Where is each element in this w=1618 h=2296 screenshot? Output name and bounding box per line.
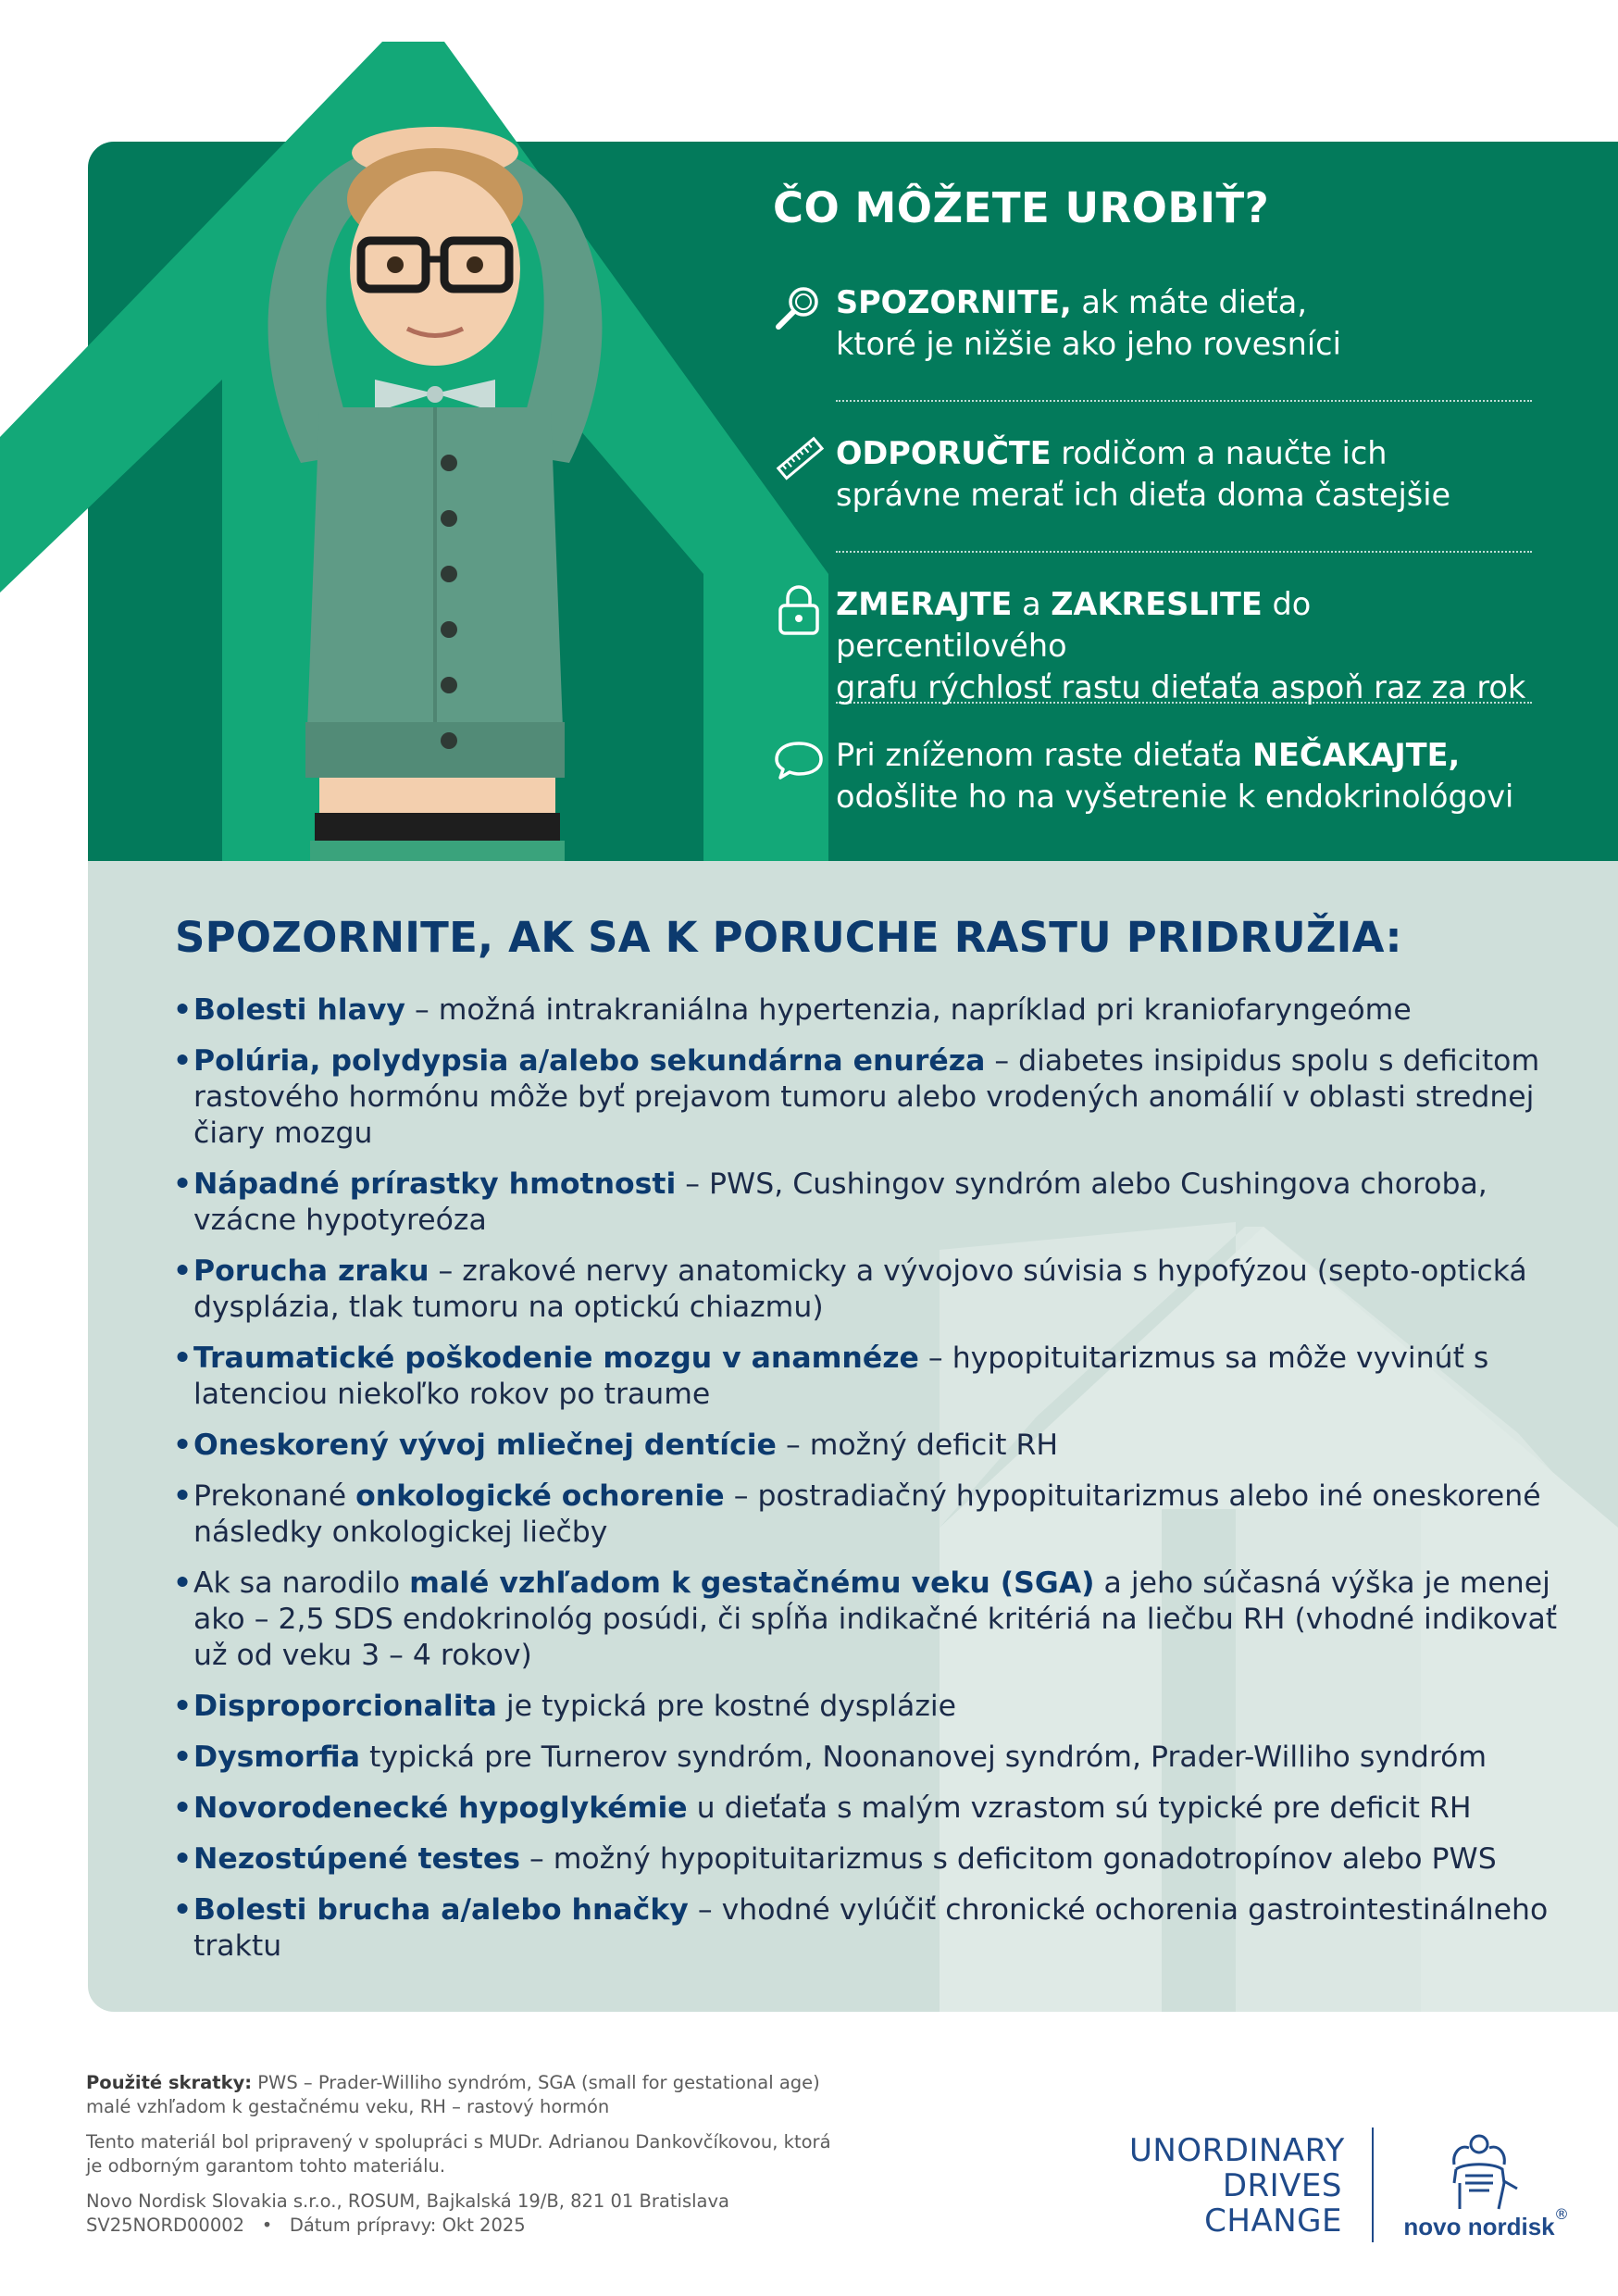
action-text (836, 281, 1539, 365)
action-span: odošlite ho na vyšetrenie k endokrinológovi (836, 779, 1514, 815)
list-item (193, 1892, 1582, 1965)
item-bold: Disproporcionalita (193, 1690, 497, 1723)
abbr-label: Použité skratky: (86, 2072, 253, 2093)
action-bold: SPOZORNITE, (836, 284, 1072, 320)
list-item (193, 992, 1582, 1029)
item-rest: – diabetes insipidus spolu s deficitom rastového hormónu môže byť prejavom tumoru alebo vrodených anomálií v oblasti strednej čiary mozgu (193, 1044, 1540, 1150)
preparation-date: Dátum prípravy: Okt 2025 (289, 2215, 526, 2236)
item-rest: u dieťaťa s malým vzrastom sú typické pre deficit RH (687, 1791, 1472, 1825)
registered-mark: ® (1554, 2205, 1569, 2223)
item-bold: onkologické ochorenie (355, 1479, 725, 1513)
action-text (836, 432, 1539, 516)
abbreviations-note (86, 2071, 845, 2119)
footer-notes (86, 2071, 845, 2238)
item-bold: Bolesti hlavy (193, 993, 405, 1027)
item-bold: Polúria, polydypsia a/alebo sekundárna enuréza (193, 1044, 986, 1078)
action-span: správne merať ich dieťa doma častejšie (836, 477, 1451, 513)
item-rest: a jeho súčasná výška je menej ako – 2,5 SDS endokrinológ posúdi, či spĺňa indikačné kritériá na liečbu RH (vhodné indikovať už od veku 3 – 4 rokov) (193, 1566, 1558, 1672)
material-code: SV25NORD00002 (86, 2215, 245, 2236)
list-item (193, 1428, 1582, 1464)
item-bold: Nezostúpené testes (193, 1842, 520, 1876)
apis-bull-icon (1400, 2128, 1558, 2215)
action-span: rodičom a naučte ich (1051, 435, 1388, 471)
item-rest: typická pre Turnerov syndróm, Noonanovej syndróm, Prader-Williho syndróm (360, 1741, 1487, 1774)
list-item (193, 1791, 1582, 1827)
action-span: Pri zníženom raste dieťaťa (836, 737, 1252, 773)
dotted-separator (836, 702, 1532, 704)
item-rest: – možný hypopituitarizmus s deficitom gonadotropínov alebo PWS (519, 1842, 1497, 1876)
action-bold: NEČAKAJTE, (1251, 737, 1461, 773)
item-rest: – postradiačný hypopituitarizmus alebo iné oneskorené následky onkologickej liečby (193, 1479, 1541, 1549)
action-text (836, 583, 1539, 708)
item-bold: Dysmorfia (193, 1741, 361, 1774)
action-bold: ZAKRESLITE (1051, 586, 1263, 622)
magnifier-icon (773, 281, 825, 333)
action-span: ak máte dieťa, (1071, 284, 1307, 320)
item-bold: Bolesti brucha a/alebo hnačky (193, 1893, 689, 1927)
list-item (193, 1740, 1582, 1776)
action-span: grafu rýchlosť rastu dieťaťa aspoň raz za rok (836, 669, 1526, 705)
action-text (836, 734, 1539, 817)
brand-tagline (1129, 2132, 1345, 2240)
tagline-line: CHANGE (1204, 2202, 1342, 2240)
item-rest: je typická pre kostné dysplázie (496, 1690, 956, 1723)
item-bold: Novorodenecké hypoglykémie (193, 1791, 688, 1825)
item-bold: Oneskorený vývoj mliečnej dentície (193, 1429, 777, 1462)
separator-bullet: • (261, 2215, 273, 2236)
dotted-separator (836, 551, 1532, 553)
abbr-text: PWS – Prader-Williho syndróm, SGA (small for gestational age) malé vzhľadom k gestačnému veku, RH – rastový hormón (86, 2072, 820, 2117)
item-bold: malé vzhľadom k gestačnému veku (SGA) (409, 1566, 1095, 1600)
list-item (193, 1254, 1582, 1326)
item-rest: – možný deficit RH (776, 1429, 1059, 1462)
actions-column (773, 0, 1532, 861)
actions-title: ČO MÔŽETE UROBIŤ? (773, 183, 1270, 232)
company-address (86, 2190, 845, 2238)
item-rest: – možná intrakraniálna hypertenzia, napríklad pri kraniofaryngeóme (404, 993, 1412, 1027)
company-text: Novo Nordisk Slovakia s.r.o., ROSUM, Bajkalská 19/B, 821 01 Bratislava (86, 2190, 729, 2212)
list-item (193, 1341, 1582, 1413)
tagline-line: UNORDINARY (1129, 2132, 1345, 2169)
speech-bubble-icon (773, 734, 825, 786)
ruler-icon (773, 432, 825, 484)
brand-divider (1372, 2128, 1374, 2242)
action-span: do percentilového (836, 586, 1312, 664)
action-bold: ZMERAJTE (836, 586, 1013, 622)
item-bold: Traumatické poškodenie mozgu v anamnéze (193, 1341, 919, 1375)
item-rest: – PWS, Cushingov syndróm alebo Cushingova choroba, vzácne hypotyreóza (193, 1167, 1487, 1237)
list-item (193, 1043, 1582, 1152)
lock-icon (773, 583, 825, 635)
tagline-line: DRIVES (1222, 2167, 1342, 2204)
symptoms-panel (88, 861, 1618, 2012)
logo-wordmark: novo nordisk (1403, 2213, 1555, 2240)
novo-nordisk-logo (1400, 2128, 1576, 2248)
item-pre: Ak sa narodilo (193, 1566, 410, 1600)
symptoms-heading: SPOZORNITE, AK SA K PORUCHE RASTU PRIDRUŽIA: (175, 913, 1402, 962)
action-bold: ODPORUČTE (836, 435, 1052, 471)
symptoms-list (193, 992, 1582, 1979)
list-item (193, 1689, 1582, 1725)
item-bold: Porucha zraku (193, 1254, 429, 1288)
item-rest: – vhodné vylúčiť chronické ochorenia gastrointestinálneho traktu (193, 1893, 1549, 1963)
collaboration-note: Tento materiál bol pripravený v spolupráci s MUDr. Adrianou Dankovčíkovou, ktorá je odborným garantom tohto materiálu. (86, 2131, 831, 2177)
list-item (193, 1566, 1582, 1674)
action-span: ktoré je nižšie ako jeho rovesníci (836, 326, 1341, 362)
action-span: a (1012, 586, 1052, 622)
dotted-separator (836, 400, 1532, 402)
list-item (193, 1479, 1582, 1551)
child-illustration (236, 111, 625, 861)
item-rest: – hypopituitarizmus sa môže vyvinúť s latenciou niekoľko rokov po traume (193, 1341, 1489, 1411)
list-item (193, 1841, 1582, 1878)
item-bold: Nápadné prírastky hmotnosti (193, 1167, 677, 1201)
item-pre: Prekonané (193, 1479, 356, 1513)
item-rest: – zrakové nervy anatomicky a vývojovo súvisia s hypofýzou (septo-optická dysplázia, tlak tumoru na optickú chiazmu) (193, 1254, 1527, 1324)
list-item (193, 1167, 1582, 1239)
